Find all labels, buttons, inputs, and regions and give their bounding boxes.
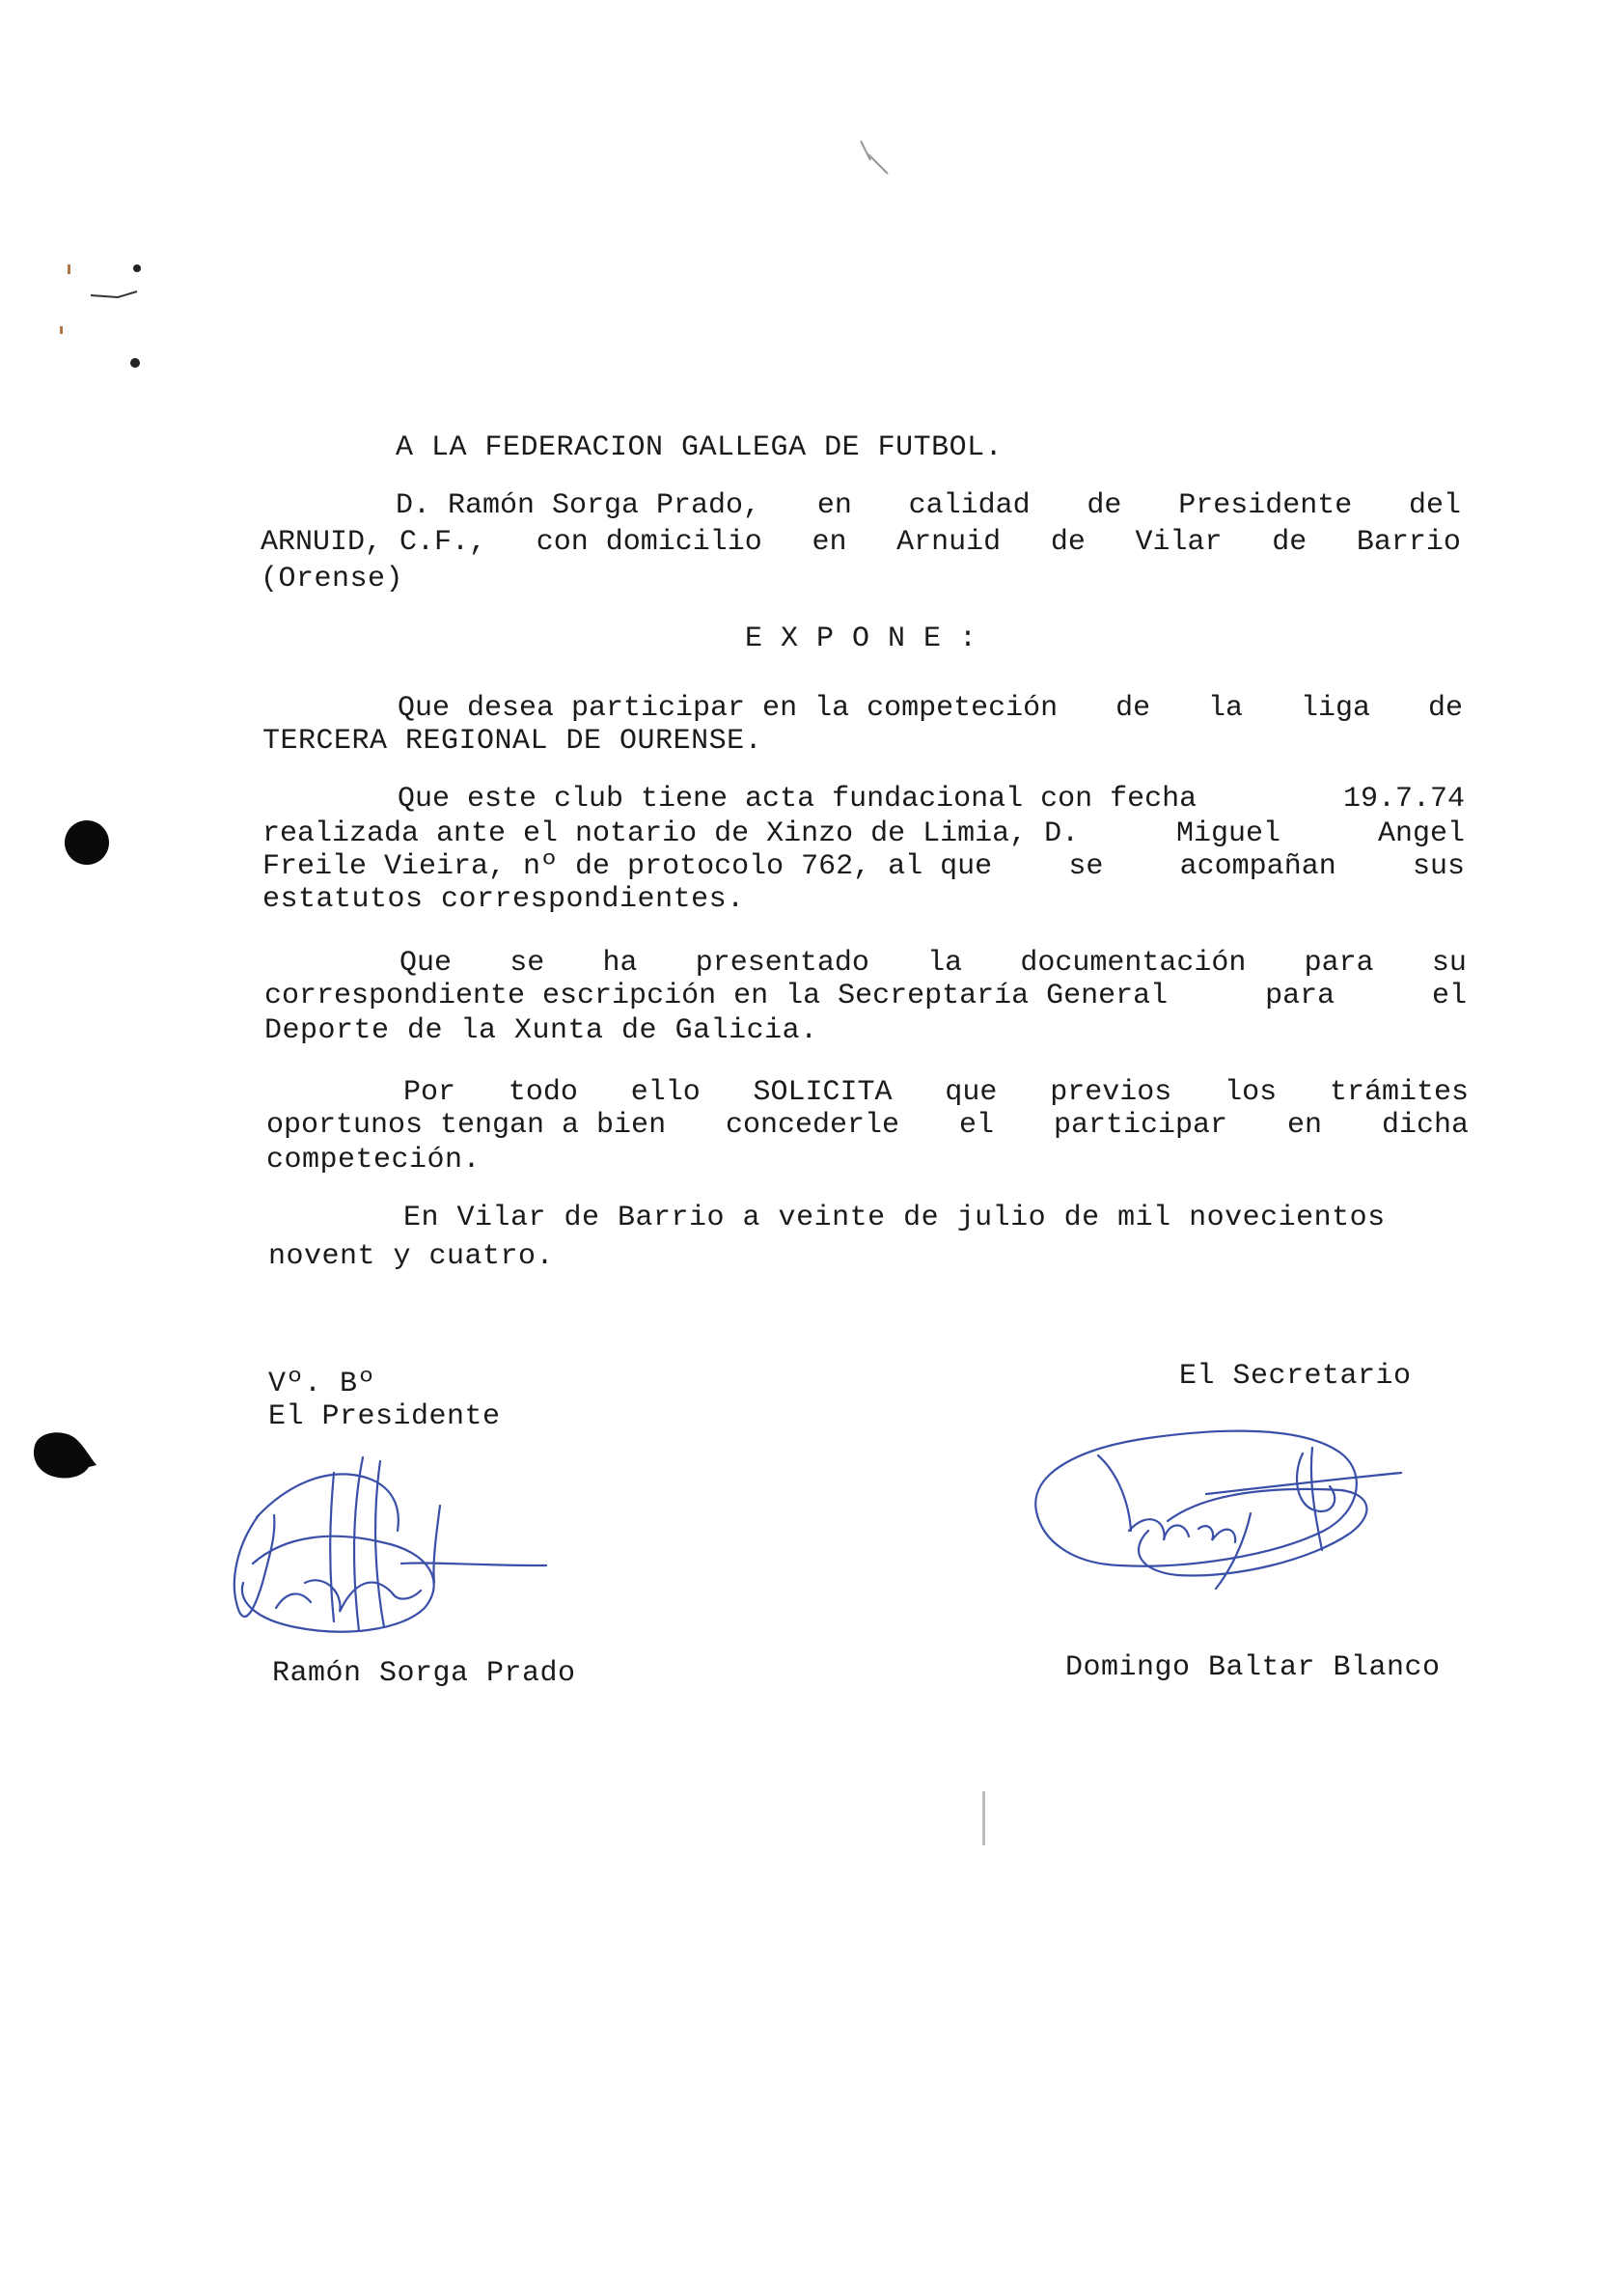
- text-segment: de: [1427, 692, 1463, 725]
- closing-line-2: novent y cuatro.: [268, 1240, 555, 1273]
- text-segment: 19.7.74: [1342, 783, 1465, 816]
- text-segment: de: [1272, 526, 1307, 559]
- text-segment: que: [945, 1076, 998, 1109]
- text-segment: de: [1050, 526, 1086, 559]
- punch-hole-mark: [64, 818, 112, 867]
- text-segment: los: [1225, 1076, 1278, 1109]
- text-segment: Freile Vieira, nº de protocolo 762, al que: [262, 850, 993, 883]
- text-segment: participar: [1053, 1109, 1228, 1142]
- president-signature: [218, 1438, 565, 1650]
- text-segment: Miguel: [1176, 817, 1281, 850]
- secretary-name: Domingo Baltar Blanco: [1065, 1651, 1441, 1684]
- text-segment: oportunos tengan a bien: [266, 1109, 667, 1142]
- para4-line-2: [266, 1108, 1469, 1143]
- text-segment: en: [812, 526, 847, 559]
- approval-label: Vº. Bº: [268, 1368, 376, 1400]
- text-segment: en: [816, 489, 852, 522]
- para1-line-1: [398, 691, 1463, 726]
- para4-line-1: [403, 1075, 1469, 1110]
- text-segment: trámites: [1329, 1076, 1469, 1109]
- president-title: El Presidente: [268, 1400, 501, 1433]
- text-segment: Arnuid: [896, 526, 1002, 559]
- para2-line-3: [262, 849, 1465, 884]
- intro-line-2: [261, 525, 1461, 560]
- text-segment: de: [1115, 692, 1151, 725]
- text-segment: Por: [403, 1076, 456, 1109]
- text-segment: Barrio: [1356, 526, 1461, 559]
- text-segment: Que este club tiene acta fundacional con fecha: [398, 783, 1197, 816]
- para3-line-2: [264, 979, 1467, 1013]
- secretary-title: El Secretario: [1179, 1360, 1412, 1393]
- text-segment: la: [927, 947, 963, 980]
- text-segment: concederle: [726, 1109, 900, 1142]
- text-segment: documentación: [1020, 947, 1247, 980]
- para1-line-2: TERCERA REGIONAL DE OURENSE.: [262, 725, 763, 758]
- scan-scratch-mark: [849, 135, 907, 183]
- text-segment: ello: [630, 1076, 701, 1109]
- secretary-signature: [1023, 1386, 1409, 1618]
- text-segment: Presidente: [1178, 489, 1353, 522]
- text-segment: ARNUID, C.F.,: [261, 526, 487, 559]
- text-segment: ha: [602, 947, 638, 980]
- text-segment: con domicilio: [536, 526, 762, 559]
- text-segment: correspondiente escripción en la Secreptaría General: [264, 980, 1169, 1012]
- scan-speck-mark: [58, 253, 154, 378]
- expone-heading: E X P O N E :: [745, 623, 977, 655]
- para2-line-4: estatutos correspondientes.: [262, 883, 745, 916]
- text-segment: Angel: [1377, 817, 1465, 850]
- text-segment: se: [509, 947, 545, 980]
- ink-blot-mark: [29, 1426, 98, 1484]
- text-segment: liga: [1301, 692, 1371, 725]
- para2-line-1: [398, 782, 1465, 817]
- text-segment: de: [1087, 489, 1122, 522]
- text-segment: se: [1068, 850, 1104, 883]
- text-segment: sus: [1412, 850, 1465, 883]
- text-segment: su: [1431, 947, 1467, 980]
- para4-line-3: competeción.: [266, 1144, 482, 1177]
- text-segment: realizada ante el notario de Xinzo de Limia, D.: [262, 817, 1080, 850]
- intro-line-1: [396, 488, 1461, 523]
- president-name: Ramón Sorga Prado: [272, 1657, 576, 1690]
- text-segment: acompañan: [1179, 850, 1336, 883]
- text-segment: dicha: [1381, 1109, 1469, 1142]
- para3-line-1: [399, 946, 1467, 981]
- text-segment: previos: [1050, 1076, 1172, 1109]
- scan-line-mark: [980, 1791, 988, 1849]
- text-segment: calidad: [908, 489, 1031, 522]
- text-segment: D. Ramón Sorga Prado,: [396, 489, 761, 522]
- text-segment: para: [1304, 947, 1374, 980]
- para2-line-2: [262, 817, 1465, 851]
- para3-line-3: Deporte de la Xunta de Galicia.: [264, 1014, 818, 1047]
- text-segment: Que desea participar en la competeción: [398, 692, 1059, 725]
- text-segment: todo: [508, 1076, 578, 1109]
- text-segment: Vilar: [1135, 526, 1223, 559]
- intro-line-3: (Orense): [261, 563, 404, 595]
- text-segment: SOLICITA: [753, 1076, 893, 1109]
- text-segment: del: [1408, 489, 1461, 522]
- text-segment: el: [959, 1109, 995, 1142]
- text-segment: en: [1286, 1109, 1322, 1142]
- text-segment: el: [1431, 980, 1467, 1012]
- text-segment: para: [1265, 980, 1335, 1012]
- text-segment: Que: [399, 947, 453, 980]
- closing-line-1: En Vilar de Barrio a veinte de julio de mil novecientos: [403, 1202, 1386, 1234]
- text-segment: presentado: [695, 947, 869, 980]
- text-segment: la: [1208, 692, 1244, 725]
- letter-heading: A LA FEDERACION GALLEGA DE FUTBOL.: [396, 431, 1004, 464]
